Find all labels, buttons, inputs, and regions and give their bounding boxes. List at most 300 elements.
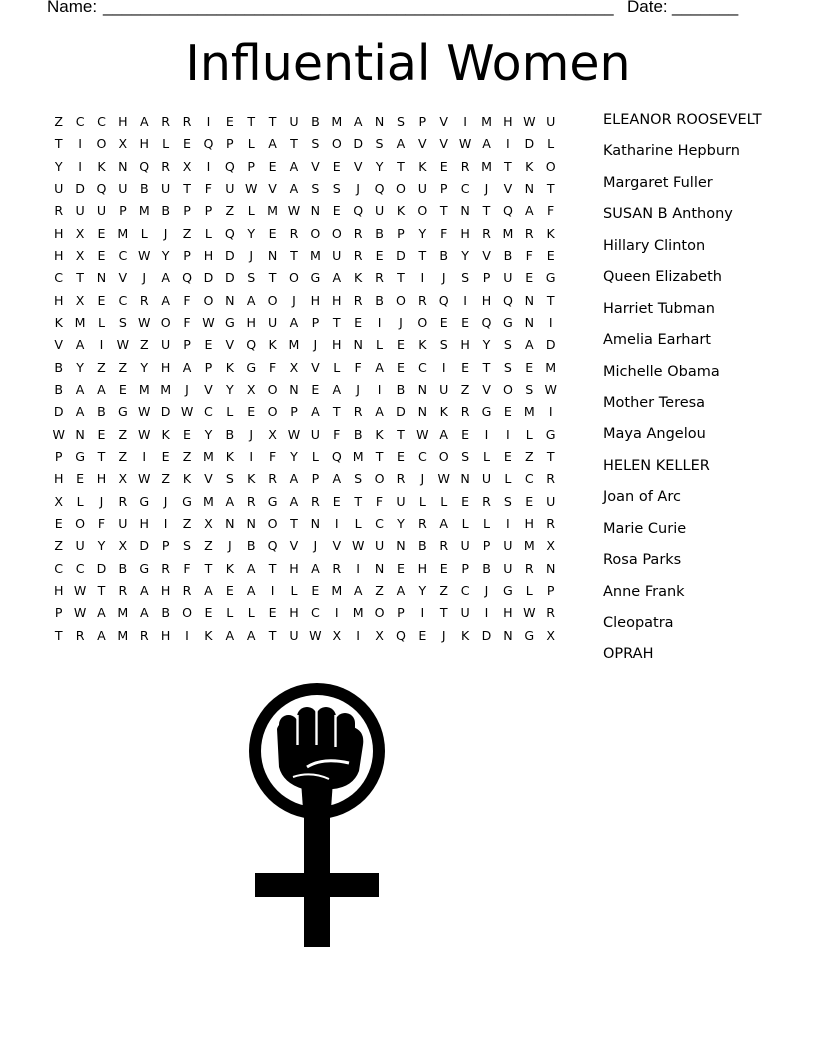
- grid-cell[interactable]: A: [204, 582, 213, 598]
- grid-cell[interactable]: C: [54, 560, 64, 576]
- grid-cell[interactable]: G: [503, 582, 513, 598]
- grid-cell[interactable]: C: [118, 247, 128, 263]
- grid-cell[interactable]: Y: [76, 359, 84, 375]
- grid-cell[interactable]: F: [183, 292, 191, 308]
- grid-cell[interactable]: X: [75, 247, 85, 263]
- grid-cell[interactable]: E: [439, 560, 448, 576]
- grid-cell[interactable]: I: [334, 605, 339, 621]
- grid-cell[interactable]: J: [292, 292, 296, 308]
- grid-cell[interactable]: O: [75, 515, 86, 531]
- grid-cell[interactable]: W: [138, 247, 151, 263]
- grid-cell[interactable]: M: [545, 359, 557, 375]
- grid-cell[interactable]: K: [161, 426, 170, 442]
- grid-cell[interactable]: M: [481, 114, 492, 129]
- grid-cell[interactable]: K: [225, 359, 234, 375]
- grid-cell[interactable]: A: [375, 359, 384, 375]
- grid-cell[interactable]: S: [183, 538, 192, 554]
- grid-cell[interactable]: U: [161, 180, 171, 196]
- grid-cell[interactable]: E: [97, 247, 106, 263]
- grid-cell[interactable]: E: [332, 493, 341, 509]
- grid-cell[interactable]: P: [204, 359, 213, 375]
- grid-cell[interactable]: I: [270, 582, 275, 598]
- grid-cell[interactable]: B: [225, 426, 235, 442]
- grid-cell[interactable]: T: [97, 448, 106, 464]
- grid-cell[interactable]: A: [311, 560, 320, 576]
- grid-cell[interactable]: W: [138, 404, 151, 420]
- grid-cell[interactable]: G: [545, 426, 556, 442]
- grid-cell[interactable]: Z: [182, 515, 192, 531]
- grid-cell[interactable]: L: [333, 359, 341, 375]
- grid-cell[interactable]: O: [331, 225, 342, 241]
- grid-cell[interactable]: M: [160, 381, 172, 397]
- grid-cell[interactable]: H: [289, 560, 299, 576]
- grid-cell[interactable]: T: [546, 448, 555, 464]
- grid-cell[interactable]: O: [267, 404, 278, 420]
- grid-cell[interactable]: J: [99, 493, 104, 509]
- grid-cell[interactable]: P: [311, 471, 320, 487]
- grid-cell[interactable]: E: [247, 404, 256, 420]
- grid-cell[interactable]: C: [75, 560, 85, 576]
- grid-cell[interactable]: P: [119, 203, 127, 219]
- grid-cell[interactable]: J: [163, 493, 168, 509]
- grid-cell[interactable]: S: [461, 448, 470, 464]
- grid-cell[interactable]: S: [439, 337, 448, 353]
- grid-cell[interactable]: W: [544, 381, 557, 397]
- grid-cell[interactable]: E: [268, 158, 277, 174]
- grid-cell[interactable]: P: [226, 136, 234, 152]
- grid-cell[interactable]: H: [460, 225, 470, 241]
- grid-cell[interactable]: E: [204, 337, 213, 353]
- grid-cell[interactable]: L: [226, 605, 234, 621]
- grid-cell[interactable]: R: [524, 560, 534, 576]
- grid-cell[interactable]: Y: [461, 247, 469, 263]
- grid-cell[interactable]: Z: [182, 448, 192, 464]
- grid-cell[interactable]: U: [289, 114, 299, 129]
- grid-cell[interactable]: E: [118, 381, 127, 397]
- grid-cell[interactable]: E: [225, 114, 234, 129]
- grid-cell[interactable]: V: [118, 270, 128, 286]
- grid-cell[interactable]: H: [203, 247, 214, 263]
- grid-cell[interactable]: T: [268, 270, 277, 286]
- grid-cell[interactable]: G: [310, 270, 321, 286]
- grid-cell[interactable]: V: [225, 337, 235, 353]
- grid-cell[interactable]: B: [375, 225, 384, 241]
- grid-cell[interactable]: E: [525, 270, 534, 286]
- grid-cell[interactable]: D: [396, 247, 406, 263]
- grid-cell[interactable]: A: [97, 605, 106, 621]
- grid-cell[interactable]: X: [546, 538, 555, 554]
- grid-cell[interactable]: Y: [161, 247, 170, 263]
- grid-cell[interactable]: L: [525, 426, 533, 442]
- grid-cell[interactable]: I: [463, 114, 467, 129]
- grid-cell[interactable]: K: [546, 225, 555, 241]
- grid-cell[interactable]: O: [289, 270, 299, 286]
- grid-cell[interactable]: N: [225, 292, 235, 308]
- grid-cell[interactable]: F: [440, 225, 448, 241]
- grid-cell[interactable]: A: [75, 337, 85, 353]
- grid-cell[interactable]: M: [523, 538, 535, 554]
- grid-cell[interactable]: E: [311, 582, 320, 598]
- grid-cell[interactable]: Q: [246, 337, 257, 353]
- grid-cell[interactable]: N: [267, 247, 278, 263]
- grid-cell[interactable]: Y: [418, 582, 427, 598]
- grid-cell[interactable]: Q: [224, 225, 235, 241]
- grid-cell[interactable]: V: [332, 538, 342, 554]
- grid-cell[interactable]: R: [118, 493, 128, 509]
- grid-cell[interactable]: K: [225, 448, 234, 464]
- grid-cell[interactable]: H: [460, 337, 470, 353]
- grid-cell[interactable]: L: [482, 515, 491, 531]
- grid-cell[interactable]: Q: [353, 203, 364, 219]
- grid-cell[interactable]: M: [331, 582, 343, 598]
- grid-cell[interactable]: A: [161, 270, 170, 286]
- name-field[interactable]: ______________________________________________________: [103, 0, 614, 16]
- grid-cell[interactable]: Z: [54, 538, 64, 554]
- grid-cell[interactable]: G: [524, 627, 535, 643]
- grid-cell[interactable]: R: [118, 582, 128, 598]
- grid-cell[interactable]: A: [289, 158, 299, 174]
- grid-cell[interactable]: Y: [397, 515, 405, 531]
- grid-cell[interactable]: E: [439, 314, 448, 330]
- grid-cell[interactable]: N: [246, 515, 256, 531]
- grid-cell[interactable]: G: [545, 270, 556, 286]
- grid-cell[interactable]: F: [268, 448, 277, 464]
- grid-cell[interactable]: X: [268, 426, 277, 442]
- grid-cell[interactable]: H: [246, 314, 256, 330]
- grid-cell[interactable]: A: [97, 381, 106, 397]
- grid-cell[interactable]: O: [395, 292, 406, 308]
- grid-cell[interactable]: E: [525, 493, 534, 509]
- grid-cell[interactable]: S: [118, 314, 127, 330]
- grid-cell[interactable]: V: [418, 136, 427, 152]
- grid-cell[interactable]: M: [309, 247, 321, 263]
- grid-cell[interactable]: H: [332, 292, 342, 308]
- grid-cell[interactable]: K: [439, 404, 448, 420]
- grid-cell[interactable]: M: [138, 203, 150, 219]
- grid-cell[interactable]: L: [97, 314, 105, 330]
- grid-cell[interactable]: L: [290, 582, 298, 598]
- grid-cell[interactable]: D: [396, 404, 406, 420]
- grid-cell[interactable]: R: [139, 292, 149, 308]
- grid-cell[interactable]: T: [482, 203, 491, 219]
- grid-cell[interactable]: B: [503, 247, 513, 263]
- grid-cell[interactable]: Z: [118, 359, 128, 375]
- grid-cell[interactable]: I: [484, 605, 489, 621]
- grid-cell[interactable]: J: [313, 337, 318, 353]
- grid-cell[interactable]: I: [506, 136, 510, 152]
- grid-cell[interactable]: K: [54, 314, 63, 330]
- grid-cell[interactable]: P: [439, 180, 448, 196]
- grid-cell[interactable]: W: [180, 404, 194, 420]
- grid-cell[interactable]: E: [461, 426, 470, 442]
- grid-cell[interactable]: R: [161, 560, 171, 576]
- grid-cell[interactable]: I: [185, 627, 189, 643]
- grid-cell[interactable]: S: [311, 180, 320, 196]
- grid-cell[interactable]: W: [138, 314, 151, 330]
- grid-cell[interactable]: H: [53, 582, 64, 598]
- grid-cell[interactable]: F: [97, 515, 106, 531]
- grid-cell[interactable]: A: [225, 627, 235, 643]
- grid-cell[interactable]: N: [545, 560, 556, 576]
- grid-cell[interactable]: U: [546, 114, 556, 129]
- grid-cell[interactable]: R: [353, 225, 363, 241]
- grid-cell[interactable]: E: [332, 158, 341, 174]
- grid-cell[interactable]: O: [417, 203, 428, 219]
- grid-cell[interactable]: Q: [502, 292, 513, 308]
- grid-cell[interactable]: K: [225, 560, 234, 576]
- grid-cell[interactable]: M: [267, 203, 279, 219]
- grid-cell[interactable]: U: [332, 247, 342, 263]
- grid-cell[interactable]: A: [375, 404, 384, 420]
- grid-cell[interactable]: U: [289, 627, 299, 643]
- grid-cell[interactable]: E: [268, 605, 277, 621]
- grid-cell[interactable]: C: [524, 471, 534, 487]
- grid-cell[interactable]: O: [374, 471, 385, 487]
- grid-cell[interactable]: W: [287, 203, 301, 219]
- grid-cell[interactable]: I: [420, 270, 425, 286]
- grid-cell[interactable]: O: [395, 180, 406, 196]
- grid-cell[interactable]: A: [353, 114, 363, 129]
- grid-cell[interactable]: I: [377, 381, 382, 397]
- grid-cell[interactable]: U: [118, 515, 128, 531]
- grid-cell[interactable]: N: [310, 515, 321, 531]
- grid-cell[interactable]: O: [267, 515, 278, 531]
- grid-cell[interactable]: S: [225, 471, 234, 487]
- grid-cell[interactable]: H: [503, 114, 513, 129]
- grid-cell[interactable]: X: [54, 493, 64, 509]
- grid-cell[interactable]: A: [246, 292, 256, 308]
- grid-cell[interactable]: N: [75, 426, 85, 442]
- grid-cell[interactable]: C: [204, 404, 213, 420]
- grid-cell[interactable]: A: [246, 560, 256, 576]
- grid-cell[interactable]: A: [182, 359, 192, 375]
- grid-cell[interactable]: V: [439, 136, 449, 152]
- grid-cell[interactable]: U: [503, 560, 513, 576]
- grid-cell[interactable]: D: [224, 247, 235, 263]
- grid-cell[interactable]: C: [417, 448, 427, 464]
- grid-cell[interactable]: N: [310, 203, 321, 219]
- grid-cell[interactable]: Q: [203, 136, 214, 152]
- grid-cell[interactable]: C: [310, 605, 320, 621]
- grid-cell[interactable]: P: [290, 404, 298, 420]
- grid-cell[interactable]: A: [289, 314, 299, 330]
- grid-cell[interactable]: U: [460, 605, 470, 621]
- grid-cell[interactable]: T: [54, 136, 63, 152]
- grid-cell[interactable]: E: [439, 158, 448, 174]
- grid-cell[interactable]: Q: [331, 448, 342, 464]
- grid-cell[interactable]: Z: [375, 582, 384, 598]
- grid-cell[interactable]: G: [267, 493, 278, 509]
- grid-cell[interactable]: A: [246, 627, 256, 643]
- grid-cell[interactable]: N: [225, 515, 235, 531]
- grid-cell[interactable]: T: [54, 627, 63, 643]
- grid-cell[interactable]: U: [96, 203, 107, 219]
- grid-cell[interactable]: Z: [118, 448, 128, 464]
- grid-cell[interactable]: T: [482, 359, 491, 375]
- grid-cell[interactable]: R: [353, 247, 363, 263]
- grid-cell[interactable]: J: [484, 582, 489, 598]
- grid-cell[interactable]: O: [374, 605, 385, 621]
- grid-cell[interactable]: K: [247, 471, 256, 487]
- grid-cell[interactable]: H: [53, 247, 64, 263]
- grid-cell[interactable]: V: [204, 471, 213, 487]
- grid-cell[interactable]: P: [54, 448, 63, 464]
- grid-cell[interactable]: T: [546, 292, 555, 308]
- grid-cell[interactable]: E: [525, 359, 534, 375]
- grid-cell[interactable]: C: [417, 359, 427, 375]
- grid-cell[interactable]: X: [246, 381, 256, 397]
- grid-cell[interactable]: Y: [482, 337, 491, 353]
- grid-cell[interactable]: K: [268, 337, 277, 353]
- grid-cell[interactable]: L: [247, 605, 255, 621]
- grid-cell[interactable]: E: [183, 136, 192, 152]
- grid-cell[interactable]: Y: [247, 225, 256, 241]
- grid-cell[interactable]: J: [249, 247, 254, 263]
- grid-cell[interactable]: J: [441, 627, 446, 643]
- grid-cell[interactable]: U: [417, 180, 427, 196]
- grid-cell[interactable]: X: [75, 225, 85, 241]
- grid-cell[interactable]: T: [268, 114, 277, 129]
- grid-cell[interactable]: D: [481, 627, 492, 643]
- grid-cell[interactable]: J: [313, 538, 318, 554]
- grid-cell[interactable]: U: [225, 180, 235, 196]
- grid-cell[interactable]: T: [354, 493, 363, 509]
- grid-cell[interactable]: D: [545, 337, 556, 353]
- grid-cell[interactable]: J: [142, 270, 147, 286]
- grid-cell[interactable]: Y: [97, 538, 106, 554]
- grid-cell[interactable]: A: [439, 426, 449, 442]
- grid-cell[interactable]: T: [375, 448, 384, 464]
- grid-cell[interactable]: F: [525, 247, 533, 263]
- grid-cell[interactable]: E: [461, 314, 470, 330]
- grid-cell[interactable]: U: [118, 180, 128, 196]
- word-search-grid[interactable]: [48, 111, 561, 647]
- grid-cell[interactable]: L: [140, 225, 148, 241]
- grid-cell[interactable]: U: [374, 203, 385, 219]
- grid-cell[interactable]: W: [73, 605, 87, 621]
- grid-cell[interactable]: P: [161, 538, 170, 554]
- grid-cell[interactable]: D: [96, 560, 107, 576]
- grid-cell[interactable]: J: [484, 180, 489, 196]
- grid-cell[interactable]: R: [546, 515, 556, 531]
- grid-cell[interactable]: O: [331, 136, 342, 152]
- grid-cell[interactable]: L: [418, 493, 426, 509]
- grid-cell[interactable]: I: [420, 605, 425, 621]
- grid-cell[interactable]: A: [353, 582, 363, 598]
- grid-cell[interactable]: H: [53, 471, 64, 487]
- grid-cell[interactable]: H: [53, 292, 64, 308]
- grid-cell[interactable]: N: [460, 471, 470, 487]
- grid-cell[interactable]: V: [311, 359, 320, 375]
- grid-cell[interactable]: X: [204, 515, 213, 531]
- grid-cell[interactable]: I: [506, 515, 510, 531]
- grid-cell[interactable]: E: [332, 203, 341, 219]
- grid-cell[interactable]: N: [417, 381, 428, 397]
- grid-cell[interactable]: U: [460, 538, 470, 554]
- grid-cell[interactable]: M: [117, 225, 129, 241]
- grid-cell[interactable]: P: [183, 203, 191, 219]
- grid-cell[interactable]: S: [525, 381, 534, 397]
- grid-cell[interactable]: C: [97, 114, 106, 129]
- grid-cell[interactable]: A: [524, 203, 534, 219]
- grid-cell[interactable]: L: [376, 337, 384, 353]
- grid-cell[interactable]: W: [523, 114, 536, 129]
- grid-cell[interactable]: X: [375, 627, 384, 643]
- grid-cell[interactable]: E: [396, 560, 405, 576]
- grid-cell[interactable]: X: [182, 158, 192, 174]
- grid-cell[interactable]: A: [289, 471, 299, 487]
- grid-cell[interactable]: B: [396, 381, 406, 397]
- grid-cell[interactable]: K: [97, 158, 106, 174]
- grid-cell[interactable]: C: [460, 180, 470, 196]
- grid-cell[interactable]: K: [525, 158, 534, 174]
- grid-cell[interactable]: N: [524, 292, 534, 308]
- grid-cell[interactable]: G: [117, 404, 128, 420]
- grid-cell[interactable]: D: [139, 538, 150, 554]
- grid-cell[interactable]: W: [437, 471, 450, 487]
- grid-cell[interactable]: S: [461, 270, 470, 286]
- grid-cell[interactable]: E: [418, 627, 427, 643]
- grid-cell[interactable]: L: [247, 203, 255, 219]
- grid-cell[interactable]: D: [224, 270, 235, 286]
- grid-cell[interactable]: Z: [225, 203, 235, 219]
- grid-cell[interactable]: R: [417, 515, 427, 531]
- grid-cell[interactable]: E: [268, 225, 277, 241]
- grid-cell[interactable]: H: [417, 560, 428, 576]
- grid-cell[interactable]: I: [206, 114, 211, 129]
- grid-cell[interactable]: H: [118, 114, 128, 129]
- grid-cell[interactable]: F: [354, 359, 362, 375]
- grid-cell[interactable]: P: [482, 538, 491, 554]
- grid-cell[interactable]: L: [247, 136, 255, 152]
- grid-cell[interactable]: E: [461, 493, 470, 509]
- grid-cell[interactable]: E: [54, 515, 63, 531]
- grid-cell[interactable]: V: [289, 538, 299, 554]
- grid-cell[interactable]: R: [161, 114, 171, 129]
- grid-cell[interactable]: I: [548, 314, 553, 330]
- grid-cell[interactable]: V: [54, 337, 63, 353]
- grid-cell[interactable]: R: [332, 560, 342, 576]
- grid-cell[interactable]: E: [461, 359, 470, 375]
- grid-cell[interactable]: Q: [224, 158, 235, 174]
- grid-cell[interactable]: E: [311, 381, 320, 397]
- grid-cell[interactable]: V: [503, 180, 513, 196]
- grid-cell[interactable]: D: [203, 270, 214, 286]
- grid-cell[interactable]: J: [420, 471, 425, 487]
- grid-cell[interactable]: R: [417, 292, 427, 308]
- grid-cell[interactable]: R: [161, 158, 171, 174]
- grid-cell[interactable]: O: [96, 136, 107, 152]
- grid-cell[interactable]: N: [118, 158, 128, 174]
- grid-cell[interactable]: O: [545, 158, 556, 174]
- grid-cell[interactable]: Q: [374, 180, 385, 196]
- grid-cell[interactable]: Z: [460, 381, 470, 397]
- grid-cell[interactable]: W: [458, 136, 472, 152]
- grid-cell[interactable]: E: [503, 448, 512, 464]
- grid-cell[interactable]: L: [354, 515, 362, 531]
- grid-cell[interactable]: U: [75, 203, 85, 219]
- grid-cell[interactable]: Z: [204, 538, 213, 554]
- grid-cell[interactable]: R: [54, 203, 64, 219]
- grid-cell[interactable]: A: [268, 136, 277, 152]
- grid-cell[interactable]: K: [182, 471, 192, 487]
- grid-cell[interactable]: H: [96, 471, 107, 487]
- grid-cell[interactable]: T: [397, 158, 405, 174]
- grid-cell[interactable]: H: [481, 292, 492, 308]
- grid-cell[interactable]: G: [75, 448, 85, 464]
- grid-cell[interactable]: F: [375, 493, 384, 509]
- grid-cell[interactable]: E: [183, 426, 192, 442]
